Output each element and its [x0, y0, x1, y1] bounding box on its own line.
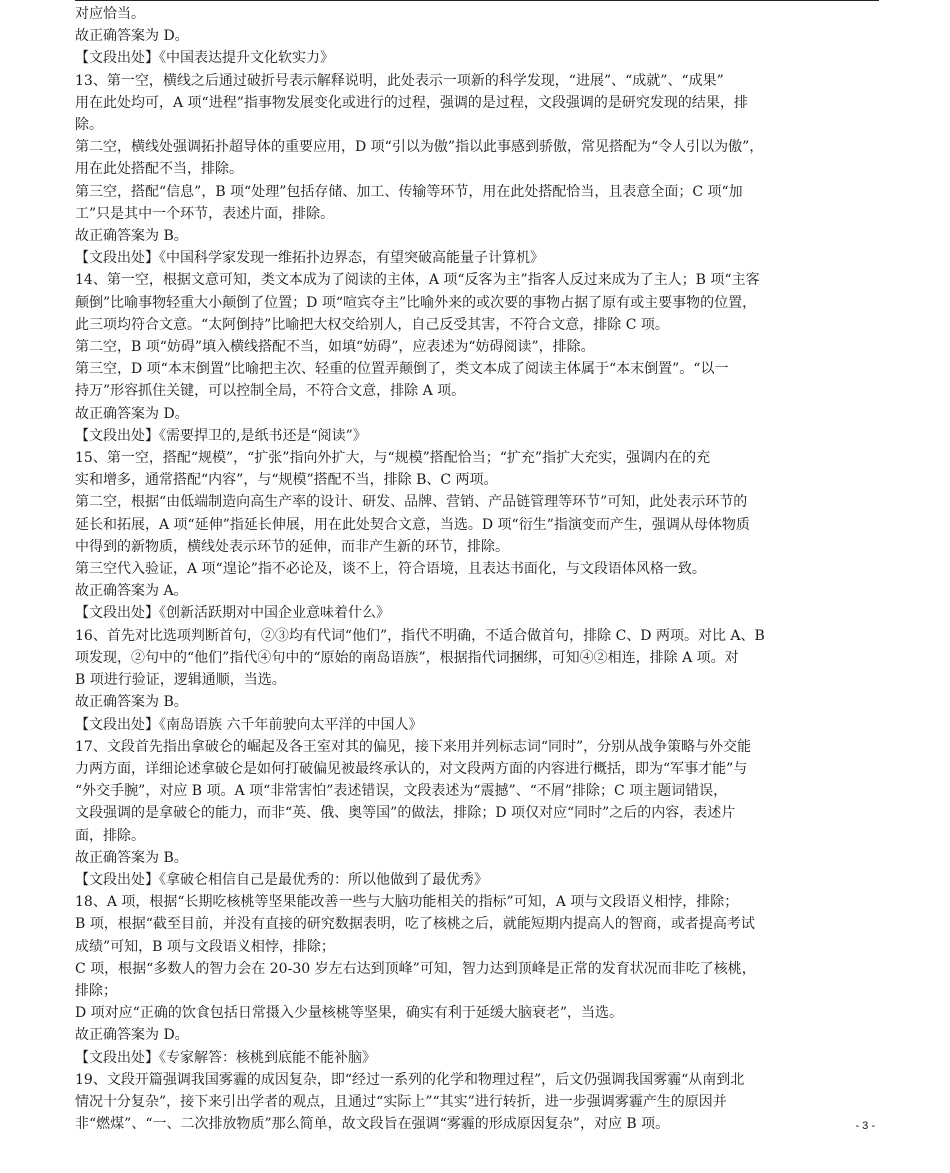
text-line: 【文段出处】《拿破仑相信自己是最优秀的：所以他做到了最优秀》: [75, 871, 488, 888]
text-line: 实和增多，通常搭配“内容”，与“规模”搭配不当，排除 B、C 两项。: [75, 472, 498, 489]
text-line: 用在此处搭配不当，排除。: [75, 161, 243, 178]
text-line: 故正确答案为 B。: [75, 694, 188, 711]
text-line: 持万”形容抓住关键，可以控制全局，不符合文意，排除 A 项。: [75, 383, 466, 400]
text-line: C 项，根据“多数人的智力会在 20-30 岁左右达到顶峰”可知，智力达到顶峰是正常的发育状况而非吃了核桃，: [75, 960, 756, 977]
text-line: 除。: [75, 117, 103, 134]
text-line: 19、文段开篇强调我国雾霾的成因复杂，即“经过一系列的化学和物理过程”，后文仍强调我国雾霾“从南到北: [75, 1071, 745, 1088]
text-line: 用在此处均可，A 项“进程”指事物发展变化或进行的过程，强调的是过程，文段强调的是研究发现的结果，排: [75, 94, 748, 111]
text-line: 【文段出处】《中国表达提升文化软实力》: [75, 50, 334, 67]
text-line: 故正确答案为 D。: [75, 405, 189, 422]
text-line: 故正确答案为 B。: [75, 849, 188, 866]
text-line: 项发现，②句中的“他们”指代④句中的“原始的南岛语族”，根据指代词捆绑，可知④②相连，排除 A 项。对: [75, 649, 739, 666]
text-line: 此三项均符合文意。“太阿倒持”比喻把大权交给别人，自己反受其害，不符合文意，排除 C 项。: [75, 316, 669, 333]
text-line: B 项，根据“截至目前，并没有直接的研究数据表明，吃了核桃之后，就能短期内提高人的智商，或者提高考试: [75, 916, 755, 933]
text-line: 【文段出处】《创新活跃期对中国企业意味着什么》: [75, 605, 390, 622]
text-line: 第三空，D 项“本末倒置”比喻把主次、轻重的位置弄颠倒了，类文本成了阅读主体属于“本末倒置”。“以一: [75, 361, 729, 378]
text-line: 颠倒”比喻事物轻重大小颠倒了位置；D 项“喧宾夺主”比喻外来的或次要的事物占据了原有或主要事物的位置，: [75, 294, 757, 311]
text-line: 对应恰当。: [75, 6, 145, 22]
text-line: 成绩”可知，B 项与文段语义相悖，排除；: [75, 938, 335, 955]
text-line: 文段强调的是拿破仑的能力，而非“英、俄、奥等国”的做法，排除；D 项仅对应“同时”之后的内容，表述片: [75, 805, 736, 822]
text-line: 18、A 项，根据“长期吃核桃等坚果能改善一些与大脑功能相关的指标”可知，A 项与文段语义相悖，排除；: [75, 894, 739, 911]
text-line: 中得到的新物质，横线处表示环节的延伸，而非产生新的环节，排除。: [75, 538, 509, 555]
text-line: 14、第一空，根据文意可知，类文本成为了阅读的主体，A 项“反客为主”指客人反过来成为了主人；B 项“主客: [75, 272, 760, 289]
text-line: 13、第一空，横线之后通过破折号表示解释说明，此处表示一项新的科学发现，“进展”、“成就”、“成果”: [75, 72, 724, 89]
text-line: 第二空，B 项“妨碍”填入横线搭配不当，如填“妨碍”，应表述为“妨碍阅读”，排除。: [75, 339, 595, 356]
text-line: 第三空，搭配“信息”，B 项“处理”包括存储、加工、传输等环节，用在此处搭配恰当，且表意全面；C 项“加: [75, 183, 743, 200]
page-number: - 3 -: [855, 1120, 875, 1132]
text-line: 情况十分复杂”，接下来引出学者的观点，且通过“实际上”“其实”进行转折，进一步强调雾霾产生的原因并: [75, 1093, 727, 1110]
text-line: 延长和拓展，A 项“延伸”指延长伸展，用在此处契合文意，当选。D 项“衍生”指演变而产生，强调从母体物质: [75, 516, 750, 533]
top-rule: [75, 0, 879, 1]
text-line: 【文段出处】《专家解答：核桃到底能不能补脑》: [75, 1049, 376, 1066]
text-line: 故正确答案为 D。: [75, 1027, 189, 1044]
text-line: 非“燃煤”、“一、二次排放物质”那么简单，故文段旨在强调“雾霾的形成原因复杂”，对应 B 项。: [75, 1116, 670, 1133]
text-line: 工”只是其中一个环节，表述片面，排除。: [75, 205, 335, 222]
text-line: 15、第一空，搭配“规模”，“扩张”指向外扩大，与“规模”搭配恰当；“扩充”指扩大充实，强调内在的充: [75, 450, 711, 467]
text-line: 面，排除。: [75, 827, 145, 844]
text-line: 【文段出处】《需要捍卫的,是纸书还是“阅读”》: [75, 427, 367, 444]
text-line: 第二空，根据“由低端制造向高生产率的设计、研发、品牌、营销、产品链管理等环节”可知，此处表示环节的: [75, 494, 748, 511]
text-line: 故正确答案为 A。: [75, 583, 188, 600]
text-line: 【文段出处】《南岛语族 六千年前驶向太平洋的中国人》: [75, 716, 423, 733]
text-line: 故正确答案为 B。: [75, 228, 188, 245]
text-line: 排除；: [75, 982, 117, 999]
text-line: 17、文段首先指出拿破仑的崛起及各王室对其的偏见，接下来用并列标志词“同时”，分别从战争策略与外交能: [75, 738, 752, 755]
text-line: 16、首先对比选项判断首句，②③均有代词“他们”，指代不明确，不适合做首句，排除 C、D 两项。对比 A、B: [75, 627, 765, 644]
text-line: 力两方面，详细论述拿破仑是如何打破偏见被最终承认的，对文段两方面的内容进行概括，即为“军事才能”与: [75, 760, 748, 777]
answer-explanation-text: [75, 3, 879, 1135]
text-line: 第三空代入验证，A 项“遑论”指不必论及，谈不上，符合语境，且表达书面化，与文段语体风格一致。: [75, 561, 706, 578]
text-line: 故正确答案为 D。: [75, 28, 189, 45]
text-line: B 项进行验证，逻辑通顺，当选。: [75, 672, 286, 689]
text-line: D 项对应“正确的饮食包括日常摄入少量核桃等坚果，确实有利于延缓大脑衰老”，当选。: [75, 1005, 623, 1022]
text-line: “外交手腕”，对应 B 项。A 项“非常害怕”表述错误，文段表述为“震撼”、“不屑”排除；C 项主题词错误，: [75, 783, 728, 800]
text-line: 第二空，横线处强调拓扑超导体的重要应用，D 项“引以为傲”指以此事感到骄傲，常见搭配为“令人引以为傲”，: [75, 139, 764, 156]
text-line: 【文段出处】《中国科学家发现一维拓扑边界态，有望突破高能量子计算机》: [75, 250, 544, 267]
